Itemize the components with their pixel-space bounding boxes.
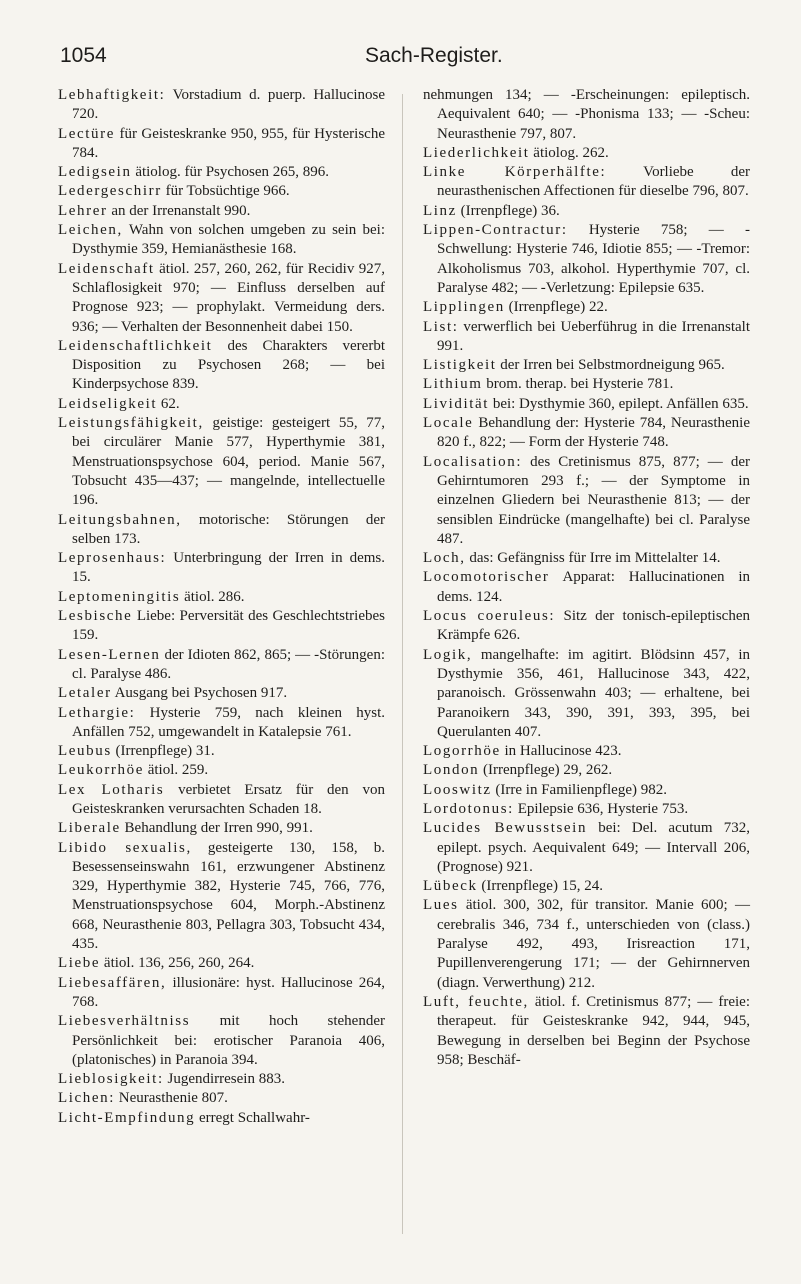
index-term: Lues [423, 897, 459, 914]
index-text: brom. therap. bei Hysterie 781. [482, 376, 674, 393]
index-term: London [423, 762, 480, 779]
index-entry [58, 202, 385, 221]
index-term: Linke Körperhälfte: [423, 164, 607, 181]
index-entry [423, 163, 750, 202]
index-entry [423, 877, 750, 896]
index-term: Luft, feuchte, [423, 993, 529, 1010]
index-text: Epilepsie 636, Hysterie 753. [513, 800, 689, 817]
index-entry [58, 646, 385, 685]
index-text: Jugendirresein 883. [163, 1071, 285, 1088]
index-entry [58, 511, 385, 550]
index-text: Liebe: Perversität des Geschlechtstriebes 159. [72, 608, 385, 644]
index-text: (Irrenpflege) 29, 262. [479, 762, 613, 779]
index-entry [58, 1070, 385, 1089]
index-entry [423, 646, 750, 742]
index-entry [58, 588, 385, 607]
index-text: (Irrenpflege) 15, 24. [477, 878, 603, 895]
index-entry [423, 414, 750, 453]
index-columns [58, 86, 748, 1266]
index-term: Lippen-Contractur: [423, 222, 568, 239]
index-term: Localisation: [423, 453, 523, 470]
index-entry [58, 1012, 385, 1070]
index-text: (Irrenpflege) 22. [504, 299, 608, 316]
index-term: Loch, [423, 550, 466, 567]
index-term: Looswitz [423, 781, 492, 798]
index-text: geistige: gesteigert 55, 77, bei circulärer Manie 577, Hyperthymie 381, Menstruationspsychose 604, period. Manie 567, Tobsucht 435—437; — mangelnde, intellectuelle 196. [72, 415, 385, 509]
index-term: Locus coeruleus: [423, 608, 556, 625]
index-text: Behandlung der: Hysterie 784, Neurasthenie 820 f., 822; — Form der Hysterie 748. [437, 415, 750, 451]
index-entry [58, 781, 385, 820]
index-text: ätiol. 286. [180, 588, 245, 605]
index-text: des Charakters vererbt Disposition zu Psychosen 268; — bei Kinderpsychose 839. [72, 337, 385, 393]
left-column [58, 86, 385, 1128]
index-entry [58, 395, 385, 414]
index-term: Ledigsein [58, 164, 132, 181]
index-entry [58, 839, 385, 955]
index-term: Lübeck [423, 878, 478, 895]
index-text: nehmungen 134; — -Erscheinungen: epileptisch. Aequivalent 640; — -Phonisma 133; — -Scheu: Neurasthenie 797, 807. [423, 87, 750, 142]
index-text: (Irre in Familienpflege) 982. [491, 781, 667, 798]
index-entry [58, 819, 385, 838]
index-entry [58, 1109, 385, 1128]
index-entry [58, 414, 385, 510]
index-text: ätiol. 300, 302, für transitor. Manie 600; — cerebralis 346, 734 f., unterschieden von (class.) Paralyse 492, 493, Irisreaction 171, Pupillenverengerung 171; — der Gehirnnerven (diagn. Verwerthung) 212. [437, 897, 750, 991]
index-term: Leidenschaftlichkeit [58, 337, 213, 354]
index-term: Licht-Empfindung [58, 1109, 196, 1126]
index-text: (Irrenpflege) 36. [456, 202, 560, 219]
index-term: Leichen, [58, 222, 123, 239]
index-text: ätiol. 136, 256, 260, 264. [100, 955, 255, 972]
index-entry [58, 260, 385, 337]
index-entry [58, 974, 385, 1013]
index-entry [423, 318, 750, 357]
index-text: Wahn von solchen umgeben zu sein bei: Dysthymie 359, Hemianästhesie 168. [72, 222, 385, 258]
index-text: mangelhafte: im agitirt. Blödsinn 457, in Dysthymie 356, 461, Hallucinose 343, 422, paranoisch. Grössenwahn 403; — erhaltene, bei Paranoikern 343, 390, 391, 393, 395, bei Querulanten 407. [437, 646, 750, 740]
index-term: Leidseligkeit [58, 395, 158, 412]
index-text: mit hoch stehender Persönlichkeit bei: erotischer Paranoia 406, (platonisches) in Paranoia 394. [72, 1013, 385, 1068]
index-entry [423, 781, 750, 800]
index-entry [423, 298, 750, 317]
index-term: Leptomeningitis [58, 588, 181, 605]
index-entry [58, 954, 385, 973]
index-text: Ausgang bei Psychosen 917. [111, 685, 288, 702]
index-text: bei: Del. acutum 732, epilept. psych. Aequivalent 649; — Intervall 206, (Prognose) 921. [437, 820, 750, 875]
index-term: Lehrer [58, 202, 108, 219]
index-term: Lithium [423, 376, 483, 393]
index-entry [423, 202, 750, 221]
index-entry [58, 337, 385, 395]
index-term: Libido sexualis, [58, 839, 192, 856]
index-term: Linz [423, 202, 457, 219]
index-text: Hysterie 758; — -Schwellung: Hysterie 746, Idiotie 855; — -Tremor: Alkoholismus 703, alkohol. Hyperthymie 707, cl. Paralyse 482; — -Verletzung: Epilepsie 635. [437, 222, 750, 296]
index-text: für Tobsüchtige 966. [161, 183, 290, 200]
index-term: Lipplingen [423, 299, 505, 316]
index-term: Liederlichkeit [423, 144, 530, 161]
index-entry [58, 761, 385, 780]
running-title: Sach-Register. [365, 44, 503, 67]
index-entry [58, 221, 385, 260]
index-text: erregt Schallwahr- [195, 1109, 310, 1126]
index-text: ätiol. 257, 260, 262, für Recidiv 927, Schlaflosigkeit 970; — Einfluss derselben auf Prognose 923; — prophylakt. Vermeidung ders. 936; — Verhalten der Besonnenheit dabei 150. [72, 260, 385, 335]
index-term: Leitungsbahnen, [58, 511, 182, 528]
index-text: bei: Dysthymie 360, epilept. Anfällen 635. [489, 395, 749, 412]
index-term: Lesbische [58, 608, 133, 625]
index-entry [423, 395, 750, 414]
index-text: an der Irrenanstalt 990. [107, 202, 251, 219]
index-text: Vorstadium d. puerp. Hallucinose 720. [72, 87, 385, 123]
index-term: Listigkeit [423, 357, 497, 374]
index-entry [423, 761, 750, 780]
index-entry [58, 86, 385, 125]
index-entry [58, 742, 385, 761]
index-term: Leukorrhöe [58, 762, 144, 779]
index-text: illusionäre: hyst. Hallucinose 264, 768. [72, 974, 385, 1010]
index-term: Lichen: [58, 1090, 116, 1107]
index-entry [58, 1089, 385, 1108]
index-entry [58, 549, 385, 588]
index-text: des Cretinismus 875, 877; — der Gehirntumoren 293 f.; — der Symptome in einzelnen Gliedern bei Neurasthenie 813; — der sensiblen Eindrücke (mangelhafte) bei cl. Paralyse 487. [437, 453, 750, 547]
index-term: Lectüre [58, 125, 115, 142]
index-text: in Hallucinose 423. [500, 743, 622, 760]
page-number: 1054 [60, 44, 107, 67]
index-text: Hysterie 759, nach kleinen hyst. Anfällen 752, umgewandelt in Katalepsie 761. [72, 704, 385, 740]
index-text: für Geisteskranke 950, 955, für Hysterische 784. [72, 125, 385, 161]
index-term: Lucides Bewusstsein [423, 820, 588, 837]
right-column [423, 86, 750, 1070]
index-term: Letaler [58, 685, 112, 702]
index-entry [423, 896, 750, 992]
index-entry [58, 163, 385, 182]
index-entry [58, 684, 385, 703]
index-term: Liebesaffären, [58, 974, 167, 991]
index-entry [58, 182, 385, 201]
index-term: Lordotonus: [423, 800, 514, 817]
index-entry [423, 993, 750, 1070]
index-entry [423, 375, 750, 394]
index-entry [423, 742, 750, 761]
index-text: motorische: Störungen der selben 173. [72, 511, 385, 547]
index-entry [423, 356, 750, 375]
index-text: ätiol. f. Cretinismus 877; — freie: therapeut. für Geisteskranke 942, 944, 945, Bewegung in derselben bei Beginn der Psychose 958; Beschäf- [437, 993, 750, 1068]
index-entry [423, 144, 750, 163]
index-entry [58, 125, 385, 164]
index-term: Leprosenhaus: [58, 550, 167, 567]
page-header [60, 44, 740, 74]
index-text: Behandlung der Irren 990, 991. [120, 820, 313, 837]
index-text: Neurasthenie 807. [115, 1090, 228, 1107]
index-entry [58, 704, 385, 743]
index-entry [423, 819, 750, 877]
index-term: Leistungsfähigkeit, [58, 415, 204, 432]
index-text: verwerflich bei Ueberführug in die Irrenanstalt 991. [437, 318, 750, 354]
index-text: ätiol. 259. [143, 762, 209, 779]
index-term: Logik, [423, 646, 473, 663]
index-text: Unterbringung der Irren in dems. 15. [72, 550, 385, 586]
index-term: Leubus [58, 743, 112, 760]
index-term: Lethargie: [58, 704, 136, 721]
index-text: das: Gefängniss für Irre im Mittelalter 14. [465, 550, 721, 567]
index-term: List: [423, 318, 459, 335]
index-term: Logorrhöe [423, 743, 501, 760]
index-term: Liebesverhältniss [58, 1013, 191, 1030]
index-term: Lebhaftigkeit: [58, 87, 166, 103]
index-text: der Idioten 862, 865; — -Störungen: cl. Paralyse 486. [72, 646, 385, 682]
index-text: ätiolog. 262. [529, 144, 609, 161]
index-term: Liebe [58, 955, 101, 972]
index-text: Vorliebe der neurasthenischen Affectionen für dieselbe 796, 807. [437, 164, 750, 200]
index-text: 62. [157, 395, 180, 412]
index-entry [423, 221, 750, 298]
index-text: der Irren bei Selbstmordneigung 965. [496, 357, 725, 374]
index-term: Leidenschaft [58, 260, 155, 277]
index-term: Lesen-Lernen [58, 646, 161, 663]
index-text: ätiolog. für Psychosen 265, 896. [131, 164, 330, 181]
index-entry [58, 607, 385, 646]
index-entry [423, 607, 750, 646]
index-text: (Irrenpflege) 31. [111, 743, 215, 760]
index-term: Ledergeschirr [58, 183, 162, 200]
index-text: gesteigerte 130, 158, b. Besessenseinswahn 161, erzwungener Abstinenz 329, Hyperthymie 382, Hysterie 745, 766, 776, Menstruationspsychose 604, Morph.-Abstinenz 668, Neurasthenie 803, Pellagra 303, Tobsucht 434, 435. [72, 839, 385, 953]
index-text: verbietet Ersatz für den von Geisteskranken verursachten Schaden 18. [72, 781, 385, 817]
index-term: Locale [423, 415, 474, 432]
column-divider [402, 94, 403, 1234]
index-term: Lividität [423, 395, 490, 412]
index-term: Lex Lotharis [58, 781, 165, 798]
index-term: Liberale [58, 820, 121, 837]
index-entry [423, 800, 750, 819]
index-term: Locomotorischer [423, 569, 550, 586]
index-text: Sitz der tonisch-epileptischen Krämpfe 626. [437, 608, 750, 644]
index-text: Apparat: Hallucinationen in dems. 124. [437, 569, 750, 605]
index-entry [423, 86, 750, 144]
index-entry [423, 568, 750, 607]
index-term: Lieblosigkeit: [58, 1071, 164, 1088]
index-entry [423, 549, 750, 568]
index-entry [423, 453, 750, 549]
